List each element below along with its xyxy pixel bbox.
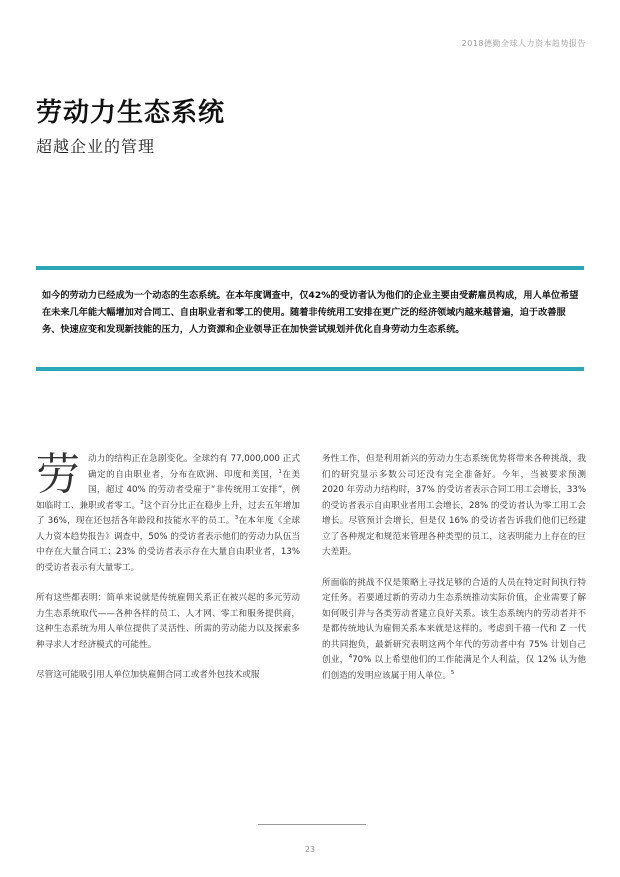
body-text: 70% 以上希望他们的工作能满足个人利益，仅 12% 认为他们创造的发明应该属于用人单位。 — [322, 655, 586, 681]
drop-cap: 劳 — [36, 449, 80, 500]
footer-rule — [258, 824, 366, 825]
body-paragraph — [36, 449, 300, 576]
page-subtitle: 超越企业的管理 — [36, 137, 156, 156]
body-paragraph — [322, 576, 586, 685]
body-paragraph: 所有这些都表明：简单来说就是传统雇佣关系正在被兴起的多元劳动力生态系统取代——各种各样的员工、人才网、零工和服务提供商，这种生态系统为用人单位提供了灵活性、所需的劳动能力以及探索多种寻求人才经济模式的可能性。 — [36, 593, 300, 650]
body-paragraph: 务性工作，但是利用新兴的劳动力生态系统优势将带来各种挑战，我们的研究显示多数公司还没有完全准备好。今年，当被要求预测 2020 年劳动力结构时，37% 的受访者表示合同工用工会增长，33% 的受访者表示自由职业者用工会增长，28% 的受访者认为零工用工会增长。尽管预计会增长，但是仅 16% 的受访者告诉我们他们已经建立了各种规定和规范来管理各种类型的员工，这表明能力上存在的巨大差距。 — [322, 454, 586, 557]
footnote-marker: 3 — [234, 515, 239, 522]
body-text: 所面临的挑战不仅是策略上寻找足够的合适的人员在特定时间执行特定任务。若要通过新的劳动力生态系统推动实际价值，企业需要了解如何吸引并与各类劳动者建立良好关系。该生态系统内的劳动者并不是都传统地认为雇佣关系本来就是这样的。考虑到千禧一代和 Z 一代的共同抱负，最新研究表明这两个年代的劳动者中有 75% 计划自己创业， — [322, 577, 586, 665]
callout-bottom-rule — [36, 367, 584, 371]
footnote-marker: 4 — [348, 654, 353, 661]
body-text: 这个百分比正在稳步上升，过去五年增加了 36%，现在还包括各年龄段和技能水平的员工。 — [36, 500, 300, 526]
body-text: 在本年度《全球人力资本趋势报告》调查中，50% 的受访者表示他们的劳动力队伍当中存在大量合同工；23% 的受访者表示存在大量自由职业者，13% 的受访者表示有大量零工。 — [36, 516, 300, 573]
body-column-right — [322, 452, 586, 699]
callout-top-rule — [36, 266, 584, 270]
footnote-marker: 1 — [278, 468, 282, 475]
body-paragraph: 尽管这可能吸引用人单位加快雇佣合同工或者外包技术或服 — [36, 670, 260, 680]
body-text: 在美国，超过 40% 的劳动者受雇于“非传统用工安排”，例如临时工、兼职或者零工。 — [36, 469, 300, 511]
body-column-left — [36, 449, 300, 699]
footnote-marker: 2 — [140, 499, 144, 506]
body-text: 动力的结构正在急剧变化。全球约有 77,000,000 正式确定的自由职业者，分布在欧洲、印度和美国， — [88, 454, 300, 480]
page-title: 劳动力生态系统 — [36, 98, 226, 128]
report-header: 2018德勤全球人力资本趋势报告 — [461, 39, 586, 48]
page-number: 23 — [304, 845, 316, 854]
footnote-marker: 5 — [450, 669, 455, 676]
callout-summary: 如今的劳动力已经成为一个动态的生态系统。在本年度调查中，仅42%的受访者认为他们的企业主要由受薪雇员构成，用人单位希望在未来几年能大幅增加对合同工、自由职业者和零工的使用。随着非传统用工安排在更广泛的经济领域内越来越普遍，迫于改善服务、快速应变和发现新技能的压力，人力资源和企业领导正在加快尝试规划并优化自身劳动力生态系统。 — [42, 290, 579, 335]
